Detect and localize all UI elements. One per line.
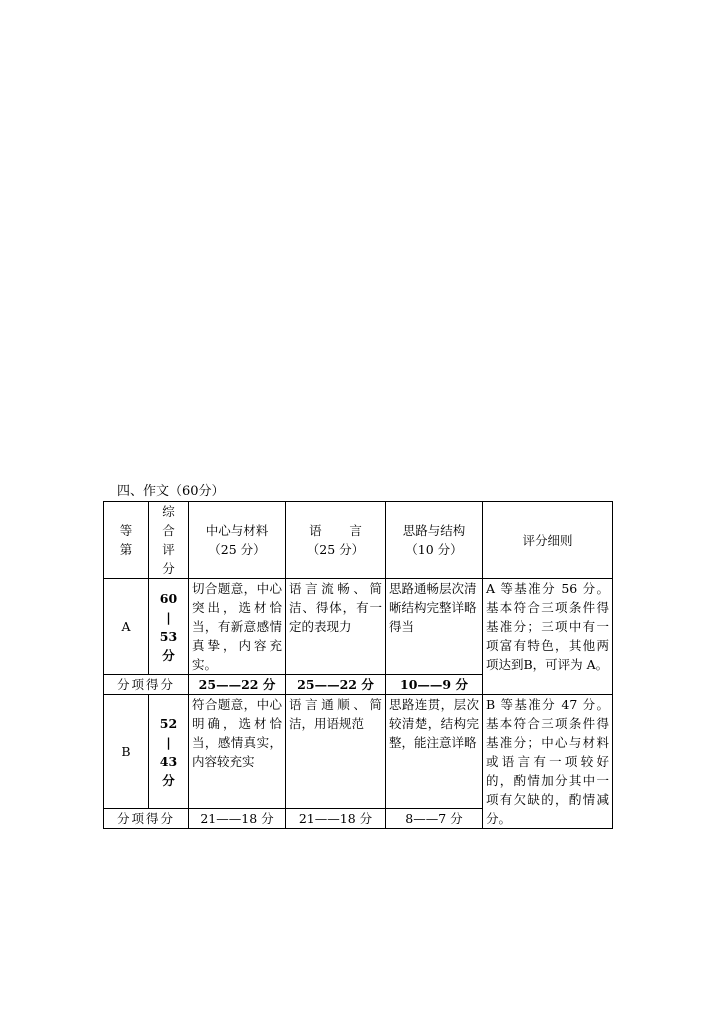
language-a: 语言流畅、简洁、得体，有一定的表现力 bbox=[286, 579, 386, 675]
row-b bbox=[104, 695, 613, 809]
subscore-label-b: 分项得分 bbox=[104, 809, 189, 829]
grade-b: B bbox=[104, 695, 149, 809]
subscore-language-a: 25——22 分 bbox=[286, 675, 386, 695]
subscore-content-b: 21——18 分 bbox=[189, 809, 286, 829]
subscore-content-a: 25——22 分 bbox=[189, 675, 286, 695]
header-grade: 等第 bbox=[104, 502, 149, 579]
structure-a: 思路通畅层次清晰结构完整详略得当 bbox=[386, 579, 483, 675]
subscore-label-a: 分项得分 bbox=[104, 675, 189, 695]
subscore-structure-a: 10——9 分 bbox=[386, 675, 483, 695]
header-rules: 评分细则 bbox=[483, 502, 613, 579]
content-a: 切合题意，中心突出，选材恰当，有新意感情真挚，内容充实。 bbox=[189, 579, 286, 675]
rules-a: A 等基准分 56 分。基本符合三项条件得基准分；三项中有一项富有特色，其他两项达到B，可评为 A。 bbox=[483, 579, 613, 695]
structure-b: 思路连贯，层次较清楚，结构完整，能注意详略 bbox=[386, 695, 483, 809]
header-row bbox=[104, 502, 613, 579]
header-content: 中心与材料 （25 分） bbox=[189, 502, 286, 579]
row-a bbox=[104, 579, 613, 675]
subscore-language-b: 21——18 分 bbox=[286, 809, 386, 829]
content-b: 符合题意，中心明确，选材恰当，感情真实，内容较充实 bbox=[189, 695, 286, 809]
subscore-structure-b: 8——7 分 bbox=[386, 809, 483, 829]
grade-a: A bbox=[104, 579, 149, 675]
section-title: 四、作文（60分） bbox=[117, 484, 225, 499]
rules-b: B 等基准分 47 分。基本符合三项条件得基准分；中心与材料或语言有一项较好的，酌情加分其中一项有欠缺的，酌情减分。 bbox=[483, 695, 613, 829]
range-b: 52 | 43 分 bbox=[149, 695, 189, 809]
header-structure: 思路与结构 （10 分） bbox=[386, 502, 483, 579]
header-language: 语 言 （25 分） bbox=[286, 502, 386, 579]
language-b: 语言通顺、简洁，用语规范 bbox=[286, 695, 386, 809]
header-overall: 综合评分 bbox=[149, 502, 189, 579]
scoring-table bbox=[103, 501, 613, 829]
range-a: 60 | 53 分 bbox=[149, 579, 189, 675]
